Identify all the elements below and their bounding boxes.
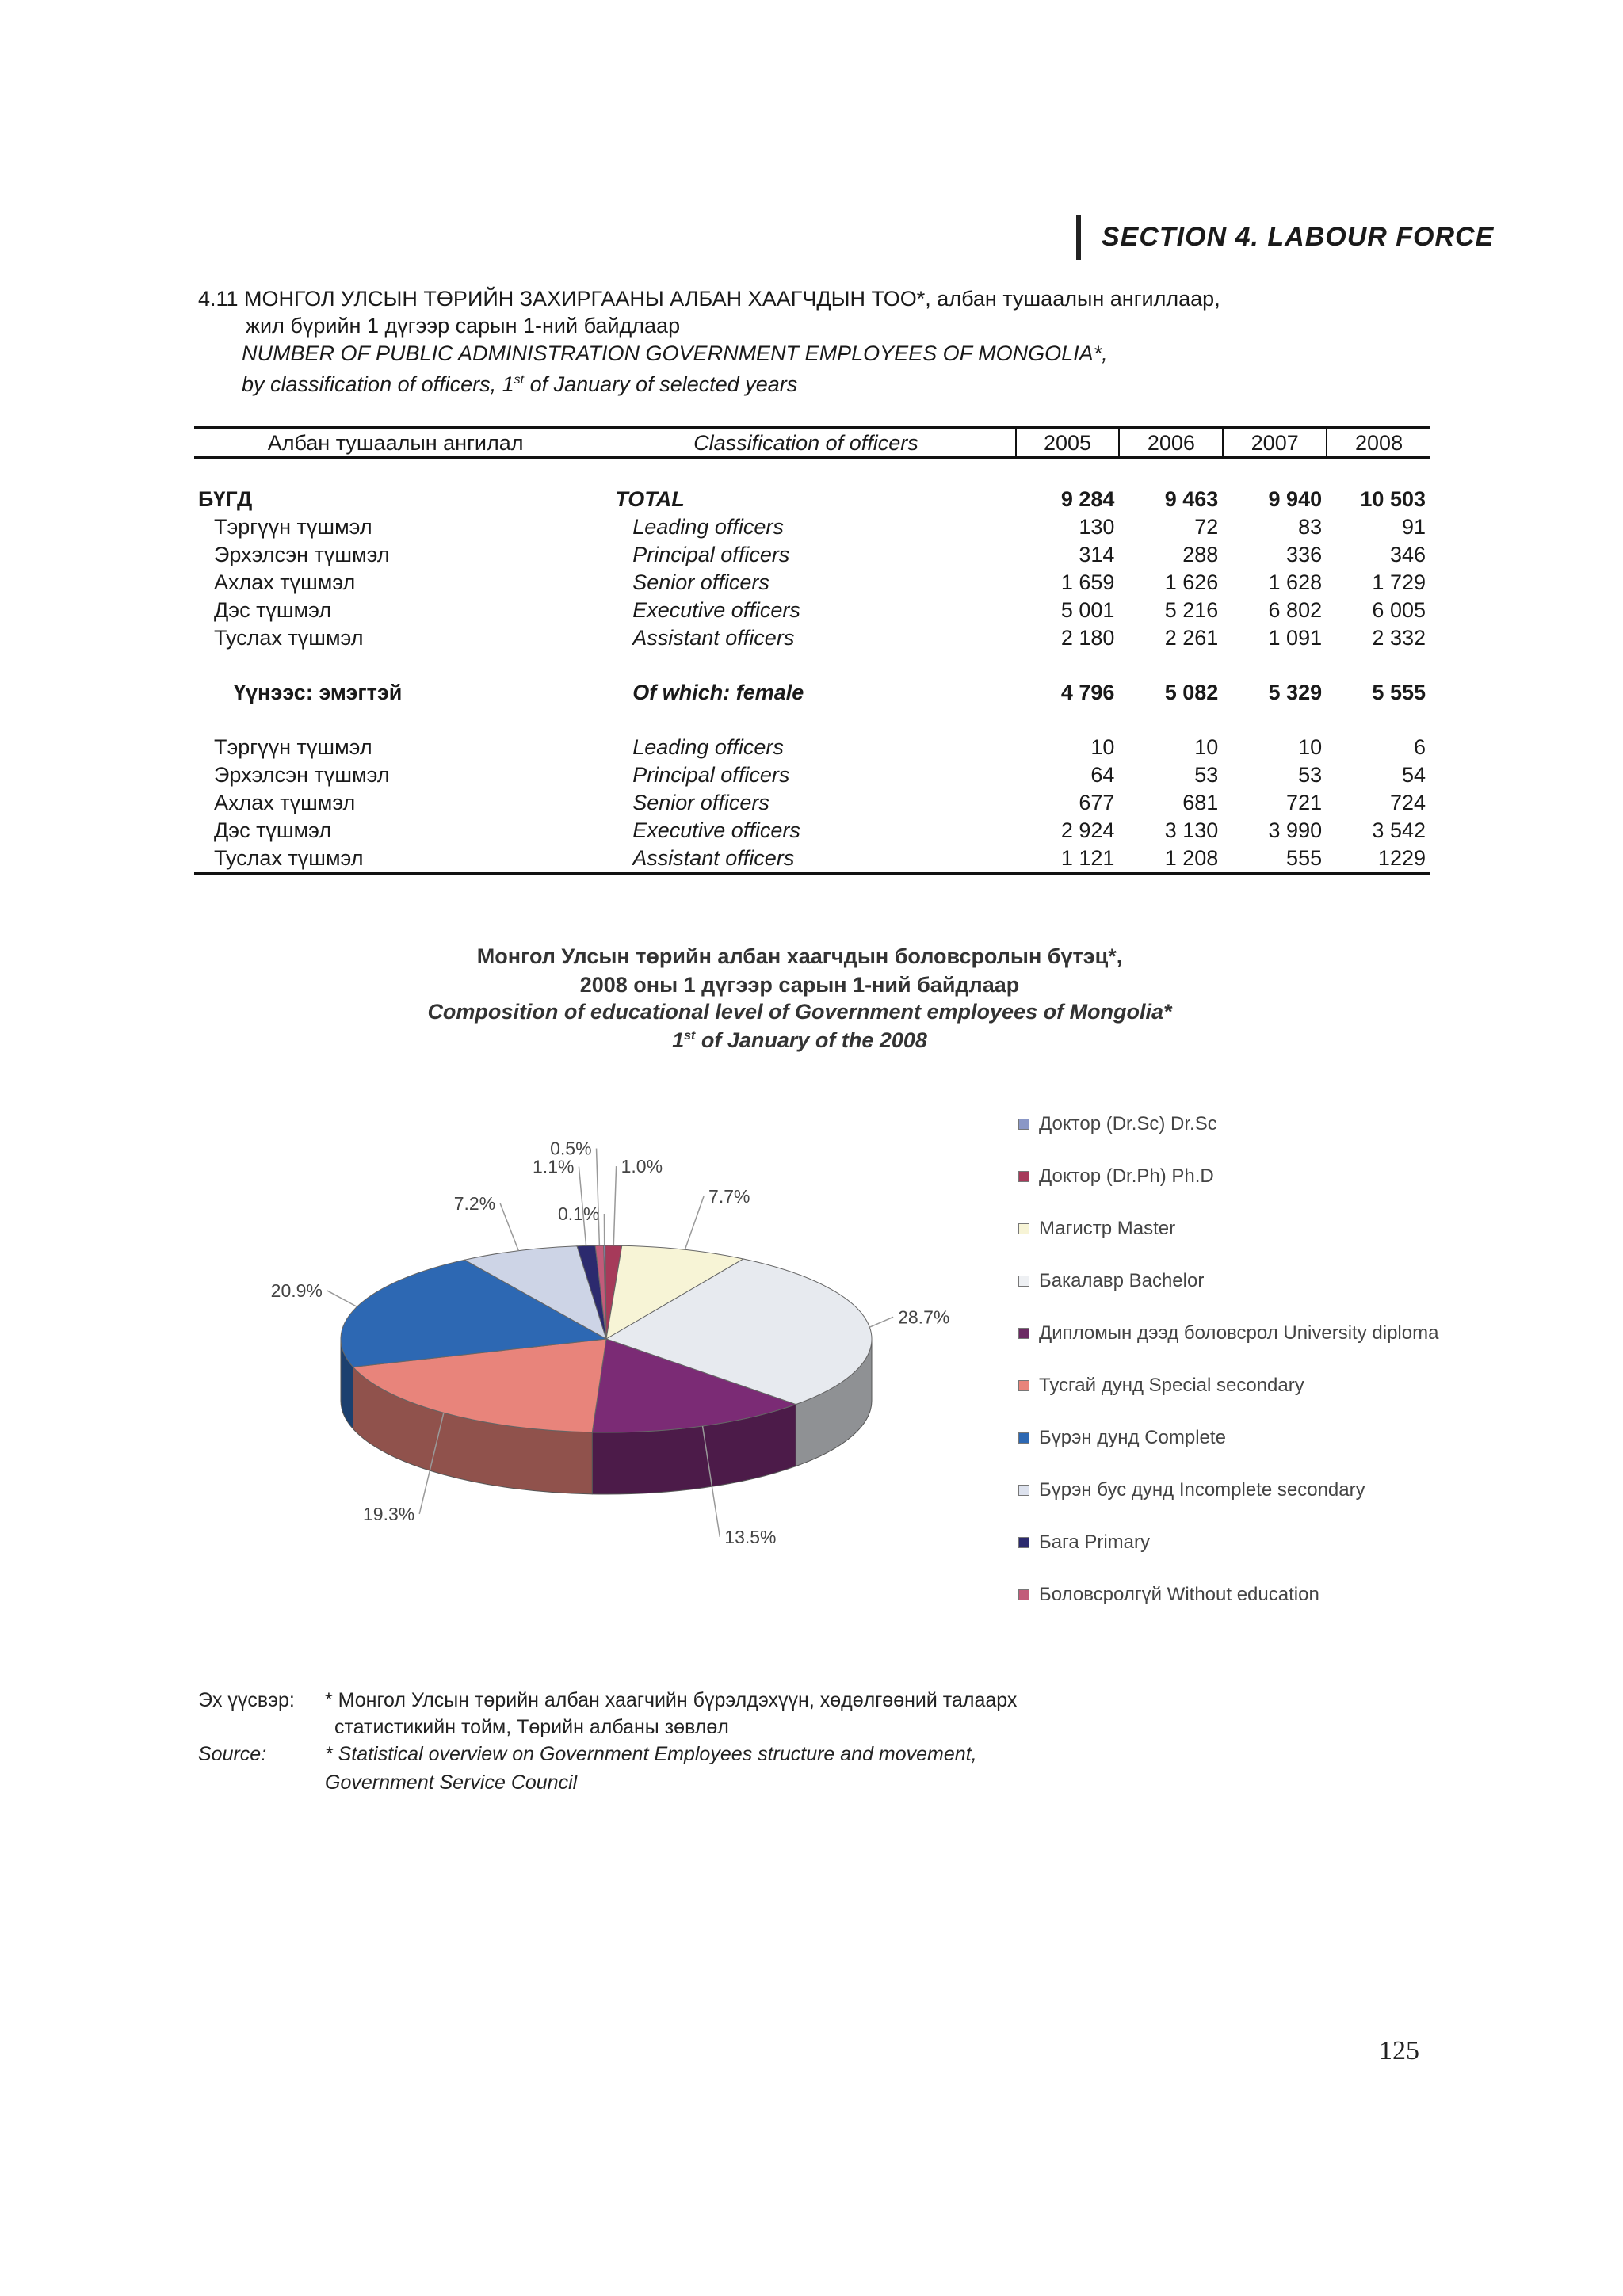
cell-value: 9 940 [1268, 487, 1323, 511]
cell-value: 10 503 [1360, 487, 1426, 511]
chart-title-en-line1: Composition of educational level of Government employees of Mongolia* [427, 1000, 1172, 1024]
pie-data-label: 1.1% [533, 1156, 575, 1177]
legend-item [1018, 1375, 1462, 1427]
legend-item [1018, 1531, 1462, 1584]
cell-value: 53 [1298, 763, 1323, 787]
legend-label: Бага Primary [1039, 1531, 1151, 1553]
page-number: 125 [1379, 2036, 1419, 2065]
legend-swatch [1018, 1171, 1029, 1182]
legend-label: Боловсролгүй Without education [1039, 1584, 1319, 1605]
cell-value: 1 208 [1164, 846, 1219, 870]
row-label-mn: Ахлах түшмэл [214, 791, 356, 814]
legend-item [1018, 1322, 1462, 1375]
cell-value: 72 [1194, 515, 1219, 539]
cell-value: 53 [1194, 763, 1219, 787]
legend-item [1018, 1113, 1462, 1165]
row-label-mn: Эрхэлсэн түшмэл [214, 763, 390, 787]
legend-swatch [1018, 1589, 1029, 1600]
row-label-mn: Туслах түшмэл [214, 626, 364, 650]
legend-label: Тусгай дунд Special secondary [1039, 1375, 1304, 1396]
cell-value: 1 121 [1060, 846, 1115, 870]
pie-data-label: 19.3% [362, 1503, 415, 1524]
cell-value: 5 082 [1164, 681, 1219, 704]
cell-value: 5 001 [1060, 598, 1115, 622]
row-label-mn: Дэс түшмэл [214, 818, 332, 842]
pie-data-label: 20.9% [270, 1280, 323, 1302]
col-header-year: 2008 [1327, 428, 1430, 458]
source-label-en: Source: [198, 1743, 267, 1765]
row-label-en: TOTAL [615, 487, 685, 511]
chart-title-mn-line2: 2008 оны 1 дүгээр сарын 1-ний байдлаар [579, 973, 1020, 997]
cell-value: 1229 [1377, 846, 1426, 870]
cell-value: 724 [1389, 791, 1426, 814]
cell-value: 336 [1286, 543, 1323, 566]
col-header-year: 2007 [1223, 428, 1327, 458]
row-label-mn: БҮГД [198, 487, 253, 511]
cell-value: 2 261 [1164, 626, 1219, 650]
cell-value: 6 802 [1268, 598, 1323, 622]
pie-leader-line [327, 1291, 357, 1306]
chart-legend [1018, 1113, 1462, 1636]
section-header: SECTION 4. LABOUR FORCE [1102, 222, 1495, 252]
cell-value: 83 [1298, 515, 1323, 539]
legend-item [1018, 1584, 1462, 1636]
row-label-mn: Тэргүүн түшмэл [214, 735, 372, 759]
source-text-en-line2: Government Service Council [325, 1772, 578, 1794]
row-label-en: Executive officers [632, 818, 800, 842]
cell-value: 10 [1194, 735, 1219, 759]
cell-value: 1 659 [1060, 570, 1115, 594]
legend-swatch [1018, 1276, 1029, 1287]
pie-leader-line [613, 1166, 616, 1245]
cell-value: 3 130 [1164, 818, 1219, 842]
legend-label: Магистр Master [1039, 1218, 1176, 1239]
cell-value: 1 626 [1164, 570, 1219, 594]
cell-value: 64 [1090, 763, 1115, 787]
cell-value: 10 [1298, 735, 1323, 759]
pie-leader-line [597, 1149, 600, 1245]
cell-value: 346 [1389, 543, 1426, 566]
cell-value: 9 463 [1164, 487, 1219, 511]
legend-label: Бакалавр Bachelor [1039, 1270, 1205, 1291]
pie-data-label: 13.5% [724, 1526, 777, 1547]
cell-value: 1 729 [1372, 570, 1426, 594]
cell-value: 1 091 [1268, 626, 1323, 650]
cell-value: 130 [1079, 515, 1115, 539]
cell-value: 681 [1182, 791, 1219, 814]
row-label-en: Assistant officers [632, 626, 795, 650]
legend-swatch [1018, 1485, 1029, 1496]
row-label-en: Assistant officers [632, 846, 795, 870]
row-label-mn: Үүнээс: эмэгтэй [234, 681, 403, 704]
source-text-mn-line2: статистикийн тойм, Төрийн албаны зөвлөл [334, 1716, 729, 1738]
cell-value: 3 990 [1268, 818, 1323, 842]
row-label-mn: Ахлах түшмэл [214, 570, 356, 594]
cell-value: 10 [1090, 735, 1115, 759]
col-header-year: 2005 [1016, 428, 1120, 458]
legend-swatch [1018, 1119, 1029, 1130]
col-header-mn: Албан тушаалын ангилал [267, 430, 524, 455]
row-label-mn: Туслах түшмэл [214, 846, 364, 870]
legend-swatch [1018, 1328, 1029, 1339]
pie-data-label: 0.5% [550, 1138, 592, 1159]
cell-value: 5 216 [1164, 598, 1219, 622]
legend-swatch [1018, 1223, 1029, 1234]
cell-value: 3 542 [1372, 818, 1426, 842]
pie-data-label: 7.2% [453, 1193, 496, 1215]
cell-value: 91 [1401, 515, 1426, 539]
legend-label: Дипломын дээд боловсрол University diploma [1039, 1322, 1439, 1344]
table-title-mn-line2: жил бүрийн 1 дүгээр сарын 1-ний байдлаар [246, 314, 681, 338]
cell-value: 4 796 [1060, 681, 1115, 704]
cell-value: 6 005 [1372, 598, 1426, 622]
chart-title-en-line2: 1st of January of the 2008 [672, 1028, 927, 1052]
table-title-mn-line1: 4.11 МОНГОЛ УЛСЫН ТӨРИЙН ЗАХИРГААНЫ АЛБАН ХААГЧДЫН ТОО*, албан тушаалын ангиллаар, [198, 287, 1220, 311]
cell-value: 314 [1079, 543, 1115, 566]
cell-value: 2 924 [1060, 818, 1115, 842]
cell-value: 1 628 [1268, 570, 1323, 594]
cell-value: 555 [1286, 846, 1323, 870]
pie-data-label: 28.7% [898, 1306, 950, 1328]
cell-value: 677 [1079, 791, 1115, 814]
legend-label: Доктор (Dr.Sc) Dr.Sc [1039, 1113, 1217, 1135]
row-label-en: Principal officers [632, 543, 790, 566]
legend-item [1018, 1218, 1462, 1270]
source-text-mn-line1: * Монгол Улсын төрийн албан хаагчийн бүрэлдэхүүн, хөдөлгөөний талаарх [325, 1689, 1018, 1711]
source-text-en-line1: * Statistical overview on Government Employees structure and movement, [325, 1743, 977, 1765]
cell-value: 2 332 [1372, 626, 1426, 650]
pie-data-label: 1.0% [621, 1156, 663, 1177]
row-label-en: Executive officers [632, 598, 800, 622]
pie-leader-line [500, 1203, 518, 1251]
legend-item [1018, 1270, 1462, 1322]
pie-leader-line [685, 1196, 704, 1249]
legend-item [1018, 1479, 1462, 1531]
row-label-en: Principal officers [632, 763, 790, 787]
cell-value: 5 555 [1372, 681, 1426, 704]
row-label-mn: Эрхэлсэн түшмэл [214, 543, 390, 566]
table-title-en-line2: by classification of officers, 1st of January of selected years [242, 372, 798, 396]
cell-value: 6 [1413, 735, 1426, 759]
pie-data-label: 0.1% [557, 1203, 600, 1225]
cell-value: 288 [1182, 543, 1219, 566]
cell-value: 5 329 [1268, 681, 1323, 704]
col-header-en: Classification of officers [693, 430, 918, 455]
row-label-en: Of which: female [632, 681, 804, 704]
row-label-en: Leading officers [632, 515, 784, 539]
source-label-mn: Эх үүсвэр: [198, 1689, 295, 1711]
row-label-en: Leading officers [632, 735, 784, 759]
pie-data-label: 7.7% [708, 1186, 750, 1207]
legend-swatch [1018, 1432, 1029, 1444]
chart-title-mn-line1: Монгол Улсын төрийн албан хаагчдын боловсролын бүтэц*, [476, 944, 1123, 968]
cell-value: 721 [1286, 791, 1323, 814]
legend-swatch [1018, 1380, 1029, 1391]
legend-item [1018, 1427, 1462, 1479]
cell-value: 54 [1401, 763, 1426, 787]
legend-label: Бүрэн дунд Complete [1039, 1427, 1226, 1448]
table-title-en-line1: NUMBER OF PUBLIC ADMINISTRATION GOVERNMENT EMPLOYEES OF MONGOLIA*, [242, 341, 1108, 365]
row-label-en: Senior officers [632, 570, 769, 594]
cell-value: 2 180 [1060, 626, 1115, 650]
cell-value: 9 284 [1060, 487, 1115, 511]
pie-leader-line [869, 1317, 893, 1327]
legend-item [1018, 1165, 1462, 1218]
row-label-en: Senior officers [632, 791, 769, 814]
legend-label: Доктор (Dr.Ph) Ph.D [1039, 1165, 1214, 1187]
row-label-mn: Дэс түшмэл [214, 598, 332, 622]
legend-swatch [1018, 1537, 1029, 1548]
row-label-mn: Тэргүүн түшмэл [214, 515, 372, 539]
col-header-year: 2006 [1119, 428, 1223, 458]
legend-label: Бүрэн бус дунд Incomplete secondary [1039, 1479, 1365, 1501]
